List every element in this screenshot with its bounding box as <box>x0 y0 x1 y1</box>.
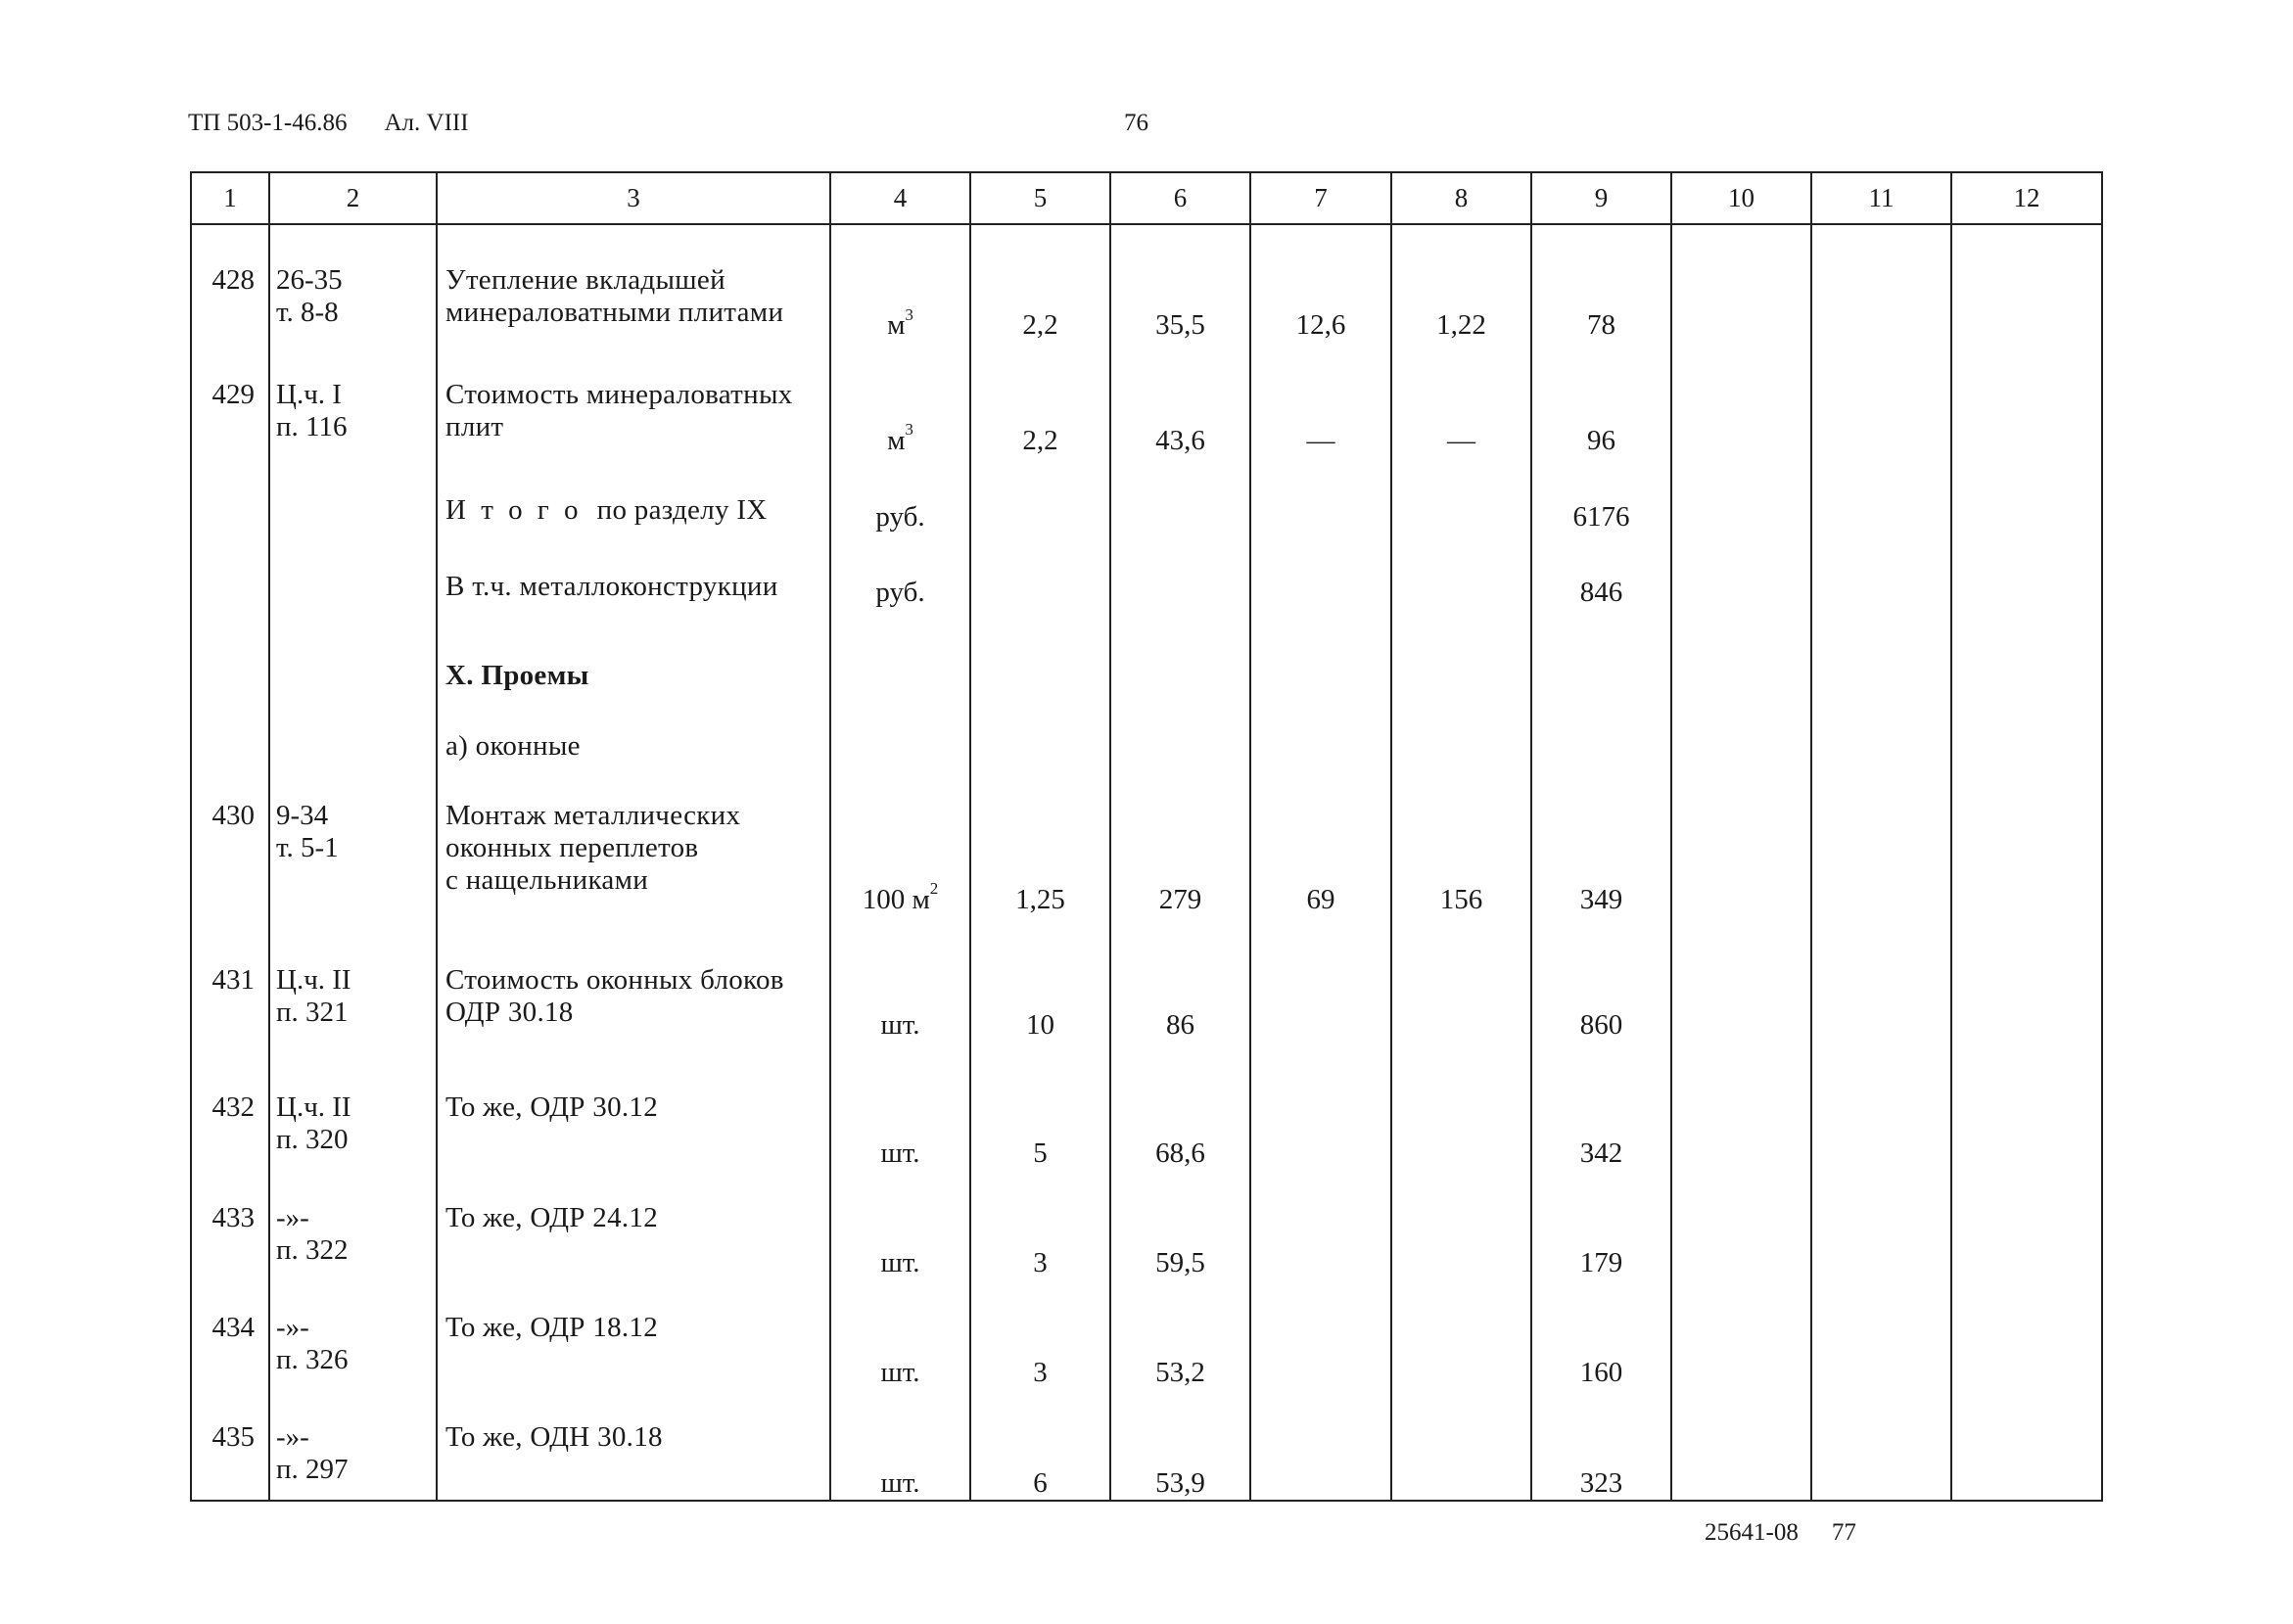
unit-cost: 86 <box>1110 964 1250 1042</box>
column-header-row <box>191 172 2102 224</box>
item-description: То же, ОДН 30.18 <box>437 1421 830 1499</box>
section-title: Х. Проемы <box>437 660 830 699</box>
item-description: Стоимость минераловатных плит <box>437 379 830 456</box>
col-header-4: 4 <box>830 172 970 224</box>
rate-code: Ц.ч. I п. 116 <box>269 379 437 456</box>
estimate-table <box>190 171 2103 1502</box>
unit: 100 $м^2$ <box>830 800 970 916</box>
total-cost: 846 <box>1531 571 1671 610</box>
unit: руб. <box>830 571 970 610</box>
row-number: 430 <box>191 800 269 916</box>
item-description: То же, ОДР 30.12 <box>437 1091 830 1169</box>
table-row-432 <box>191 1091 2102 1169</box>
page-number: 76 <box>1124 110 1148 136</box>
total-cost: 349 <box>1531 800 1671 916</box>
table-row-433 <box>191 1202 2102 1279</box>
unit: шт. <box>830 1312 970 1389</box>
quantity: 3 <box>970 1312 1110 1389</box>
table-row-430 <box>191 800 2102 916</box>
rate-code: 26-35 т. 8-8 <box>269 264 437 342</box>
col-header-8: 8 <box>1391 172 1531 224</box>
total-cost: 179 <box>1531 1202 1671 1279</box>
quantity: 6 <box>970 1421 1110 1499</box>
page-footer <box>1705 1519 1856 1547</box>
total-label: И т о г о по разделу IX <box>437 494 830 534</box>
col-header-7: 7 <box>1250 172 1391 224</box>
row-number: 432 <box>191 1091 269 1169</box>
col-header-9: 9 <box>1531 172 1671 224</box>
quantity: 1,25 <box>970 800 1110 916</box>
row-number: 434 <box>191 1312 269 1389</box>
col-header-2: 2 <box>269 172 437 224</box>
col-header-12: 12 <box>1951 172 2102 224</box>
total-cost: 78 <box>1531 264 1671 342</box>
rate-code: Ц.ч. II п. 320 <box>269 1091 437 1169</box>
item-description: То же, ОДР 18.12 <box>437 1312 830 1389</box>
wages: 69 <box>1250 800 1391 916</box>
unit: шт. <box>830 1202 970 1279</box>
quantity: 5 <box>970 1091 1110 1169</box>
rate-code: 9-34 т. 5-1 <box>269 800 437 916</box>
rate-code: -»- п. 297 <box>269 1421 437 1499</box>
wages: 12,6 <box>1250 264 1391 342</box>
footer-page-number: 77 <box>1831 1519 1856 1546</box>
quantity: 10 <box>970 964 1110 1042</box>
unit-cost: 53,2 <box>1110 1312 1250 1389</box>
machine-cost: 156 <box>1391 800 1531 916</box>
total-cost: 160 <box>1531 1312 1671 1389</box>
table-row-428 <box>191 264 2102 342</box>
col-header-5: 5 <box>970 172 1110 224</box>
table-row-435 <box>191 1421 2102 1499</box>
unit: $м^3$ <box>830 264 970 342</box>
col-header-3: 3 <box>437 172 830 224</box>
machine-cost: 1,22 <box>1391 264 1531 342</box>
table-row-429 <box>191 379 2102 456</box>
unit: $м^3$ <box>830 379 970 456</box>
unit-cost: 35,5 <box>1110 264 1250 342</box>
col-header-1: 1 <box>191 172 269 224</box>
doc-code: ТП 503-1-46.86 <box>188 110 348 136</box>
rate-code: -»- п. 322 <box>269 1202 437 1279</box>
quantity: 2,2 <box>970 379 1110 456</box>
row-number: 428 <box>191 264 269 342</box>
total-cost: 860 <box>1531 964 1671 1042</box>
total-cost: 6176 <box>1531 494 1671 534</box>
row-number: 431 <box>191 964 269 1042</box>
unit-cost: 59,5 <box>1110 1202 1250 1279</box>
item-description: Стоимость оконных блоков ОДР 30.18 <box>437 964 830 1042</box>
wages: — <box>1250 379 1391 456</box>
unit-cost: 68,6 <box>1110 1091 1250 1169</box>
row-number: 429 <box>191 379 269 456</box>
col-header-6: 6 <box>1110 172 1250 224</box>
total-cost: 96 <box>1531 379 1671 456</box>
item-description: Утепление вкладышей минераловатными плитами <box>437 264 830 342</box>
table-row-total <box>191 494 2102 534</box>
album-number: Ал. VIII <box>384 110 469 136</box>
total-cost: 323 <box>1531 1421 1671 1499</box>
table-row-434 <box>191 1312 2102 1389</box>
row-number: 435 <box>191 1421 269 1499</box>
rate-code: Ц.ч. II п. 321 <box>269 964 437 1042</box>
row-number: 433 <box>191 1202 269 1279</box>
unit-cost: 279 <box>1110 800 1250 916</box>
item-description: То же, ОДР 24.12 <box>437 1202 830 1279</box>
table-row-metal <box>191 571 2102 610</box>
quantity: 3 <box>970 1202 1110 1279</box>
page-header <box>188 110 469 137</box>
machine-cost: — <box>1391 379 1531 456</box>
col-header-11: 11 <box>1811 172 1951 224</box>
subsection-heading-row <box>191 730 2102 769</box>
table-row-431 <box>191 964 2102 1042</box>
quantity: 2,2 <box>970 264 1110 342</box>
unit: шт. <box>830 1091 970 1169</box>
section-heading-row <box>191 660 2102 699</box>
total-cost: 342 <box>1531 1091 1671 1169</box>
subsection-title: а) оконные <box>437 730 830 769</box>
rate-code: -»- п. 326 <box>269 1312 437 1389</box>
unit: шт. <box>830 1421 970 1499</box>
item-description: Монтаж металлических оконных переплетов с нащельниками <box>437 800 830 916</box>
unit-cost: 43,6 <box>1110 379 1250 456</box>
unit: шт. <box>830 964 970 1042</box>
unit: руб. <box>830 494 970 534</box>
col-header-10: 10 <box>1671 172 1811 224</box>
metal-label: В т.ч. металлоконструкции <box>437 571 830 610</box>
unit-cost: 53,9 <box>1110 1421 1250 1499</box>
footer-doc-number: 25641-08 <box>1705 1519 1799 1546</box>
